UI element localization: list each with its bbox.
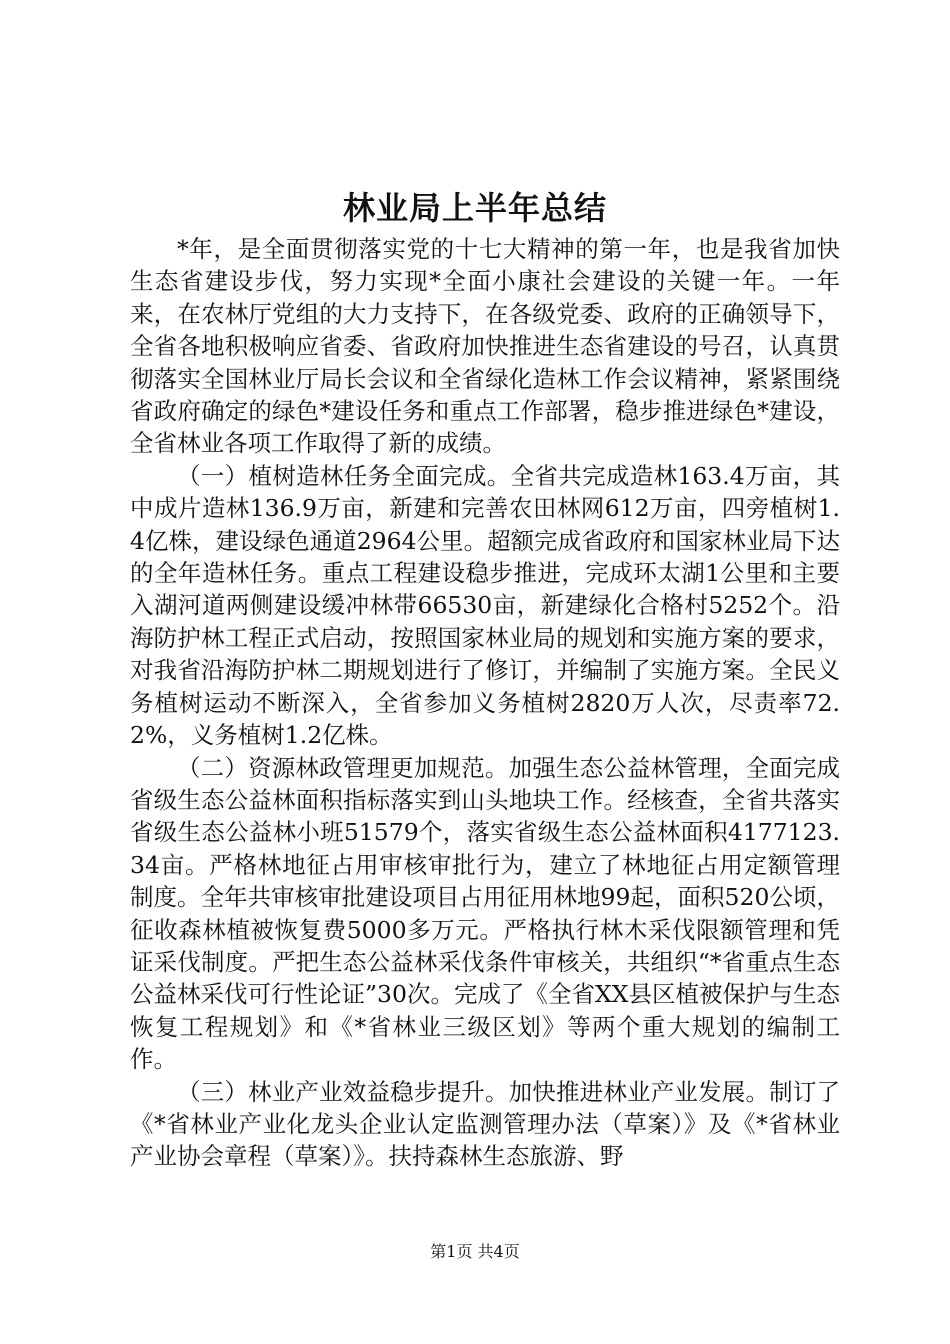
document-body (130, 233, 840, 1173)
document-title: 林业局上半年总结 (342, 189, 607, 227)
paragraph-intro: *年，是全面贯彻落实党的十七大精神的第一年，也是我省加快生态省建设步伐，努力实现*全面小康社会建设的关键一年。一年来，在农林厅党组的大力支持下，在各级党委、政府的正确领导下，全省各地积极响应省委、省政府加快推进生态省建设的号召，认真贯彻落实全国林业厅局长会议和全省绿化造林工作会议精神，紧紧围绕省政府确定的绿色*建设任务和重点工作部署，稳步推进绿色*建设，全省林业各项工作取得了新的成绩。 (130, 235, 840, 458)
page-number-footer: 第1页 共4页 (430, 1242, 520, 1261)
paragraph-resource-management: （二）资源林政管理更加规范。加强生态公益林管理，全面完成省级生态公益林面积指标落实到山头地块工作。经核查，全省共落实省级生态公益林小班51579个，落实省级生态公益林面积4177123.34亩。严格林地征占用审核审批行为，建立了林地征占用定额管理制度。全年共审核审批建设项目占用征用林地99起，面积520公顷，征收森林植被恢复费5000多万元。严格执行林木采伐限额管理和凭证采伐制度。严把生态公益林采伐条件审核关，共组织“*省重点生态公益林采伐可行性论证”30次。完成了《全省XX县区植被保护与生态恢复工程规划》和《*省林业三级区划》等两个重大规划的编制工作。 (130, 753, 840, 1074)
paragraph-industry: （三）林业产业效益稳步提升。加快推进林业产业发展。制订了《*省林业产业化龙头企业认定监测管理办法（草案）》及《*省林业产业协会章程（草案）》。扶持森林生态旅游、野 (130, 1077, 840, 1171)
paragraph-afforestation: （一）植树造林任务全面完成。全省共完成造林163.4万亩，其中成片造林136.9万亩，新建和完善农田林网612万亩，四旁植树1.4亿株，建设绿色通道2964公里。超额完成省政府和国家林业局下达的全年造林任务。重点工程建设稳步推进，完成环太湖1公里和主要入湖河道两侧建设缓冲林带66530亩，新建绿化合格村5252个。沿海防护林工程正式启动，按照国家林业局的规划和实施方案的要求，对我省沿海防护林二期规划进行了修订，并编制了实施方案。全民义务植树运动不断深入，全省参加义务植树2820万人次，尽责率72.2%，义务植树1.2亿株。 (130, 461, 840, 750)
